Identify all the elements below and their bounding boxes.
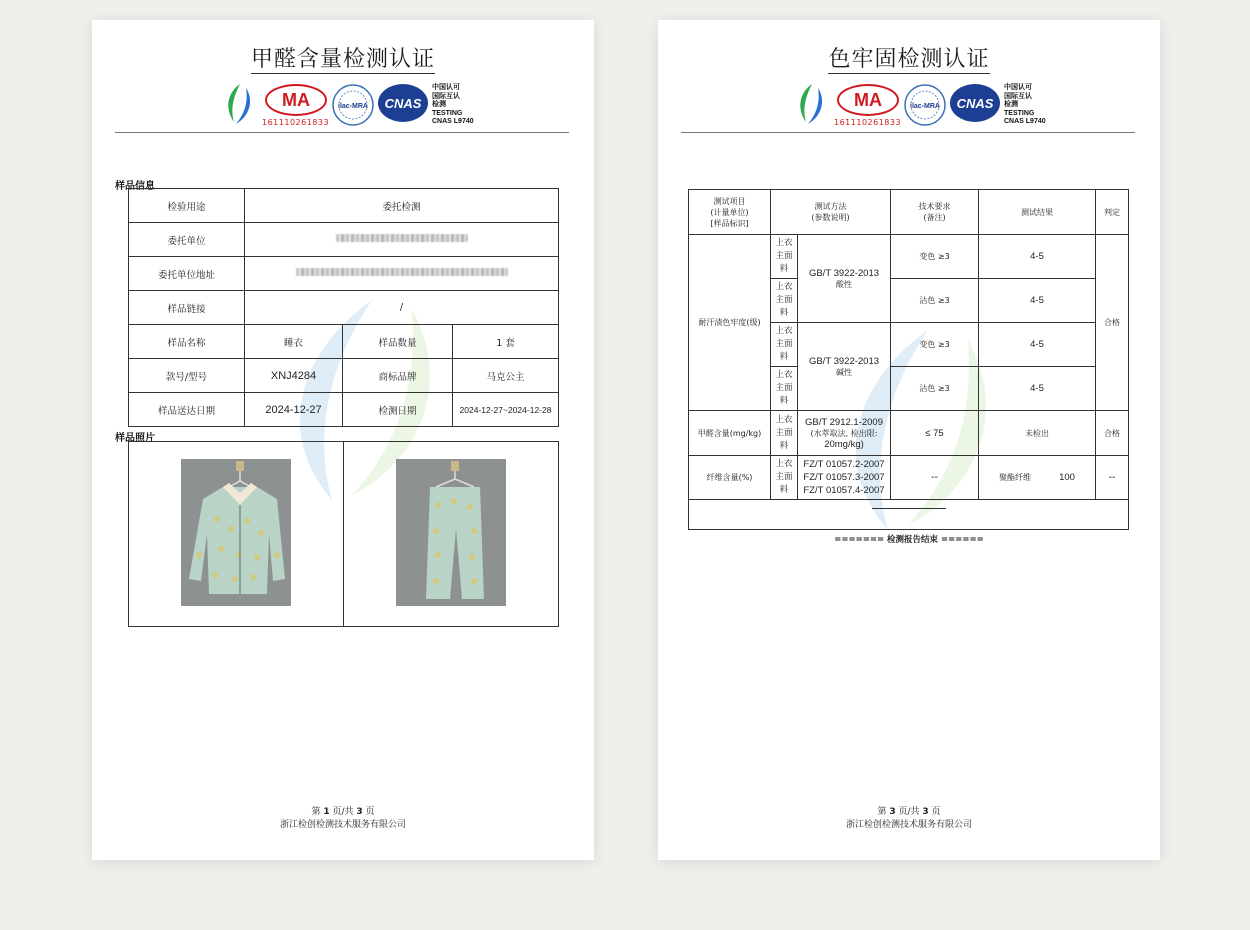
fabric-label: 上衣 主面 料 bbox=[771, 323, 798, 367]
cma-number: 161110261833 bbox=[262, 118, 330, 127]
purpose-value: 委托检测 bbox=[245, 189, 559, 223]
certification-logos bbox=[658, 82, 1160, 128]
cma-number: 161110261833 bbox=[834, 118, 902, 127]
sample-name-value: 睡衣 bbox=[245, 325, 343, 359]
sample-photo-frame bbox=[128, 441, 559, 627]
fiber-method: FZ/T 01057.2-2007 FZ/T 01057.3-2007 FZ/T 01057.4-2007 bbox=[798, 456, 891, 500]
company-name: 浙江检创检测技术服务有限公司 bbox=[279, 820, 406, 830]
fiber-req: -- bbox=[891, 456, 979, 500]
svg-text:ilac-MRA: ilac-MRA bbox=[910, 103, 940, 110]
sample-info-label: 样品信息 bbox=[115, 181, 155, 192]
cma-logo-icon: MA 161110261833 bbox=[262, 84, 328, 126]
report-page-1 bbox=[92, 20, 594, 860]
fiber-result: 聚酯纤维 100 bbox=[979, 456, 1096, 500]
blank-row bbox=[689, 500, 1129, 530]
pajama-pants-photo bbox=[396, 459, 506, 606]
sample-link-value: / bbox=[245, 291, 559, 325]
client-address-redacted bbox=[245, 257, 559, 291]
client-address-label: 委托单位地址 bbox=[129, 257, 245, 291]
brand-label: 商标品牌 bbox=[343, 359, 453, 393]
page-title: 色牢固检测认证 bbox=[828, 47, 990, 72]
acid-method: GB/T 3922-2013 酸性 bbox=[798, 235, 891, 323]
formaldehyde-req: ≤ 75 bbox=[891, 411, 979, 456]
header-divider bbox=[681, 132, 1135, 133]
alkali-staining-req: 沾色 ≥3 bbox=[891, 367, 979, 411]
alkali-method: GB/T 3922-2013 碱性 bbox=[798, 323, 891, 411]
alkali-color-change-result: 4-5 bbox=[979, 323, 1096, 367]
acid-color-change-req: 变色 ≥3 bbox=[891, 235, 979, 279]
ilac-mra-logo-icon bbox=[904, 84, 946, 126]
header-divider bbox=[115, 132, 569, 133]
fabric-label: 上衣 主面 料 bbox=[771, 279, 798, 323]
cnas-accreditation-text: 中国认可 国际互认 检测 TESTING CNAS L9740 bbox=[432, 84, 474, 125]
alkali-color-change-req: 变色 ≥3 bbox=[891, 323, 979, 367]
sample-info-table bbox=[128, 188, 559, 427]
company-name: 浙江检创检测技术服务有限公司 bbox=[845, 820, 972, 830]
leaf-logo-icon bbox=[220, 82, 258, 126]
page-footer bbox=[92, 806, 594, 832]
test-date-value: 2024-12-27~2024-12-28 bbox=[453, 393, 559, 427]
acid-staining-req: 沾色 ≥3 bbox=[891, 279, 979, 323]
ilac-mra-logo-icon bbox=[332, 84, 374, 126]
sample-link-label: 样品链接 bbox=[129, 291, 245, 325]
sample-qty-value: 1 套 bbox=[453, 325, 559, 359]
report-end-note: ======= 检测报告结束 ====== bbox=[834, 535, 984, 545]
pajama-top-photo bbox=[181, 459, 291, 606]
send-date-value: 2024-12-27 bbox=[245, 393, 343, 427]
end-line bbox=[872, 508, 946, 509]
header-result: 测试结果 bbox=[979, 190, 1096, 235]
fabric-label: 上衣 主面 料 bbox=[771, 411, 798, 456]
send-date-label: 样品送达日期 bbox=[129, 393, 245, 427]
formaldehyde-item: 甲醛含量(mg/kg) bbox=[689, 411, 771, 456]
client-value-redacted bbox=[245, 223, 559, 257]
sweat-verdict: 合格 bbox=[1096, 235, 1129, 411]
sample-name-label: 样品名称 bbox=[129, 325, 245, 359]
cnas-logo-icon: CNAS bbox=[950, 84, 1000, 124]
header-requirement: 技术要求 (备注) bbox=[891, 190, 979, 235]
cma-logo-icon: MA 161110261833 bbox=[834, 84, 900, 126]
sweat-item: 耐汗渍色牢度(级) bbox=[689, 235, 771, 411]
header-item: 测试项目 (计量单位) [样品标识] bbox=[689, 190, 771, 235]
photo-divider bbox=[343, 442, 344, 626]
header-method: 测试方法 (参数说明) bbox=[771, 190, 891, 235]
report-page-3 bbox=[658, 20, 1160, 860]
colorfastness-table bbox=[688, 189, 1129, 530]
test-date-label: 检测日期 bbox=[343, 393, 453, 427]
certification-logos bbox=[92, 82, 594, 128]
brand-value: 马克公主 bbox=[453, 359, 559, 393]
model-label: 款号/型号 bbox=[129, 359, 245, 393]
svg-text:ilac-MRA: ilac-MRA bbox=[338, 103, 368, 110]
fabric-label: 上衣 主面 料 bbox=[771, 456, 798, 500]
acid-staining-result: 4-5 bbox=[979, 279, 1096, 323]
page-number: 第 1 页/共 3 页 bbox=[311, 807, 375, 817]
leaf-logo-icon bbox=[792, 82, 830, 126]
cnas-accreditation-text: 中国认可 国际互认 检测 TESTING CNAS L9740 bbox=[1004, 84, 1046, 125]
purpose-label: 检验用途 bbox=[129, 189, 245, 223]
model-value: XNJ4284 bbox=[245, 359, 343, 393]
fiber-item: 纤维含量(%) bbox=[689, 456, 771, 500]
fabric-label: 上衣 主面 料 bbox=[771, 367, 798, 411]
formaldehyde-verdict: 合格 bbox=[1096, 411, 1129, 456]
page-footer bbox=[658, 806, 1160, 832]
alkali-staining-result: 4-5 bbox=[979, 367, 1096, 411]
formaldehyde-method: GB/T 2912.1-2009 (水萃取法, 检出限: 20mg/kg) bbox=[798, 411, 891, 456]
page-title: 甲醛含量检测认证 bbox=[250, 47, 435, 72]
page-number: 第 3 页/共 3 页 bbox=[877, 807, 941, 817]
header-verdict: 判定 bbox=[1096, 190, 1129, 235]
formaldehyde-result: 未检出 bbox=[979, 411, 1096, 456]
acid-color-change-result: 4-5 bbox=[979, 235, 1096, 279]
photo-label: 样品照片 bbox=[115, 433, 155, 444]
client-label: 委托单位 bbox=[129, 223, 245, 257]
fiber-verdict: -- bbox=[1096, 456, 1129, 500]
sample-qty-label: 样品数量 bbox=[343, 325, 453, 359]
cnas-logo-icon: CNAS bbox=[378, 84, 428, 124]
fabric-label: 上衣 主面 料 bbox=[771, 235, 798, 279]
